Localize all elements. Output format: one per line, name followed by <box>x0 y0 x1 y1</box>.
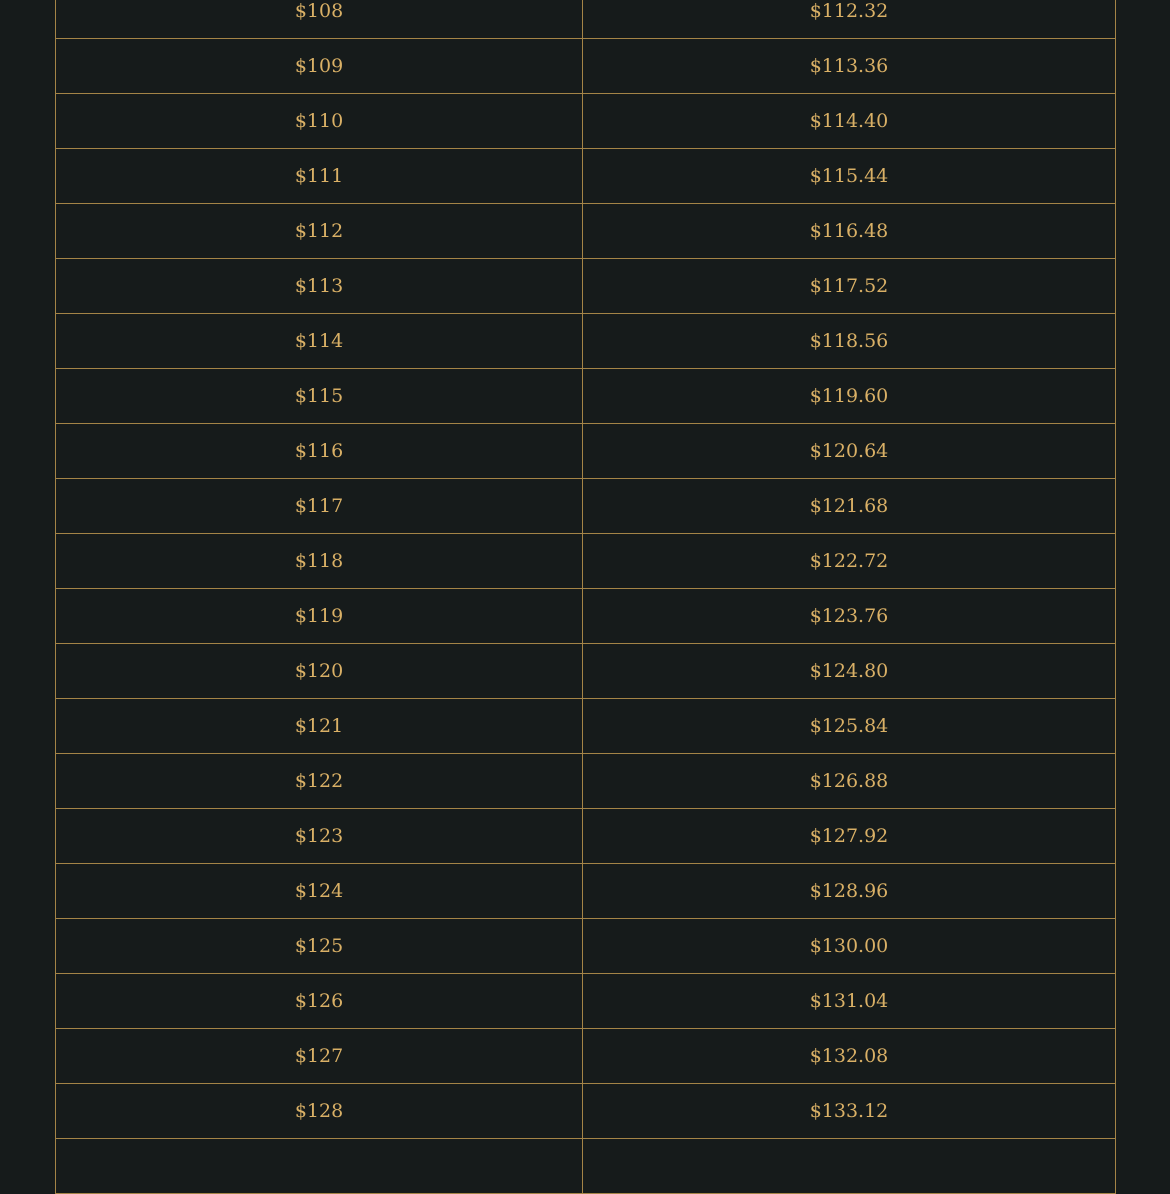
table-cell-base-price <box>56 1139 583 1194</box>
table-cell-total-price: $131.04 <box>583 974 1116 1029</box>
table-cell-base-price: $116 <box>56 424 583 479</box>
table-cell-total-price: $122.72 <box>583 534 1116 589</box>
table-row <box>56 424 1116 479</box>
table-cell-base-price: $110 <box>56 94 583 149</box>
table-row <box>56 259 1116 314</box>
table-cell-base-price: $108 <box>56 0 583 39</box>
table-cell-base-price: $111 <box>56 149 583 204</box>
table-row <box>56 534 1116 589</box>
table-row <box>56 974 1116 1029</box>
table-cell-total-price: $113.36 <box>583 39 1116 94</box>
table-row <box>56 699 1116 754</box>
table-cell-total-price: $124.80 <box>583 644 1116 699</box>
table-row <box>56 0 1116 39</box>
table-cell-base-price: $128 <box>56 1084 583 1139</box>
table-row <box>56 1084 1116 1139</box>
table-row <box>56 479 1116 534</box>
table-cell-total-price: $133.12 <box>583 1084 1116 1139</box>
table-row <box>56 589 1116 644</box>
table-cell-base-price: $126 <box>56 974 583 1029</box>
table-cell-base-price: $113 <box>56 259 583 314</box>
table-cell-total-price: $123.76 <box>583 589 1116 644</box>
table-row <box>56 754 1116 809</box>
table-cell-total-price: $130.00 <box>583 919 1116 974</box>
table-row <box>56 149 1116 204</box>
price-table-container <box>55 0 1115 1194</box>
table-cell-base-price: $120 <box>56 644 583 699</box>
price-table <box>55 0 1116 1194</box>
table-cell-base-price: $122 <box>56 754 583 809</box>
table-cell-base-price: $115 <box>56 369 583 424</box>
table-row <box>56 94 1116 149</box>
table-cell-total-price: $114.40 <box>583 94 1116 149</box>
price-table-body <box>56 0 1116 1194</box>
table-row <box>56 864 1116 919</box>
table-cell-total-price: $132.08 <box>583 1029 1116 1084</box>
table-cell-base-price: $123 <box>56 809 583 864</box>
table-row <box>56 39 1116 94</box>
table-cell-total-price: $121.68 <box>583 479 1116 534</box>
table-cell-base-price: $112 <box>56 204 583 259</box>
table-cell-total-price <box>583 1139 1116 1194</box>
table-row-partial <box>56 1139 1116 1194</box>
table-cell-base-price: $127 <box>56 1029 583 1084</box>
table-cell-total-price: $112.32 <box>583 0 1116 39</box>
table-row <box>56 314 1116 369</box>
table-cell-base-price: $109 <box>56 39 583 94</box>
table-cell-total-price: $126.88 <box>583 754 1116 809</box>
table-cell-total-price: $128.96 <box>583 864 1116 919</box>
table-cell-base-price: $125 <box>56 919 583 974</box>
table-cell-base-price: $121 <box>56 699 583 754</box>
table-cell-total-price: $117.52 <box>583 259 1116 314</box>
table-row <box>56 919 1116 974</box>
table-cell-total-price: $127.92 <box>583 809 1116 864</box>
table-row <box>56 809 1116 864</box>
table-row <box>56 204 1116 259</box>
table-cell-total-price: $115.44 <box>583 149 1116 204</box>
table-cell-total-price: $120.64 <box>583 424 1116 479</box>
table-cell-total-price: $125.84 <box>583 699 1116 754</box>
table-cell-total-price: $116.48 <box>583 204 1116 259</box>
table-cell-base-price: $117 <box>56 479 583 534</box>
table-cell-total-price: $118.56 <box>583 314 1116 369</box>
table-row <box>56 644 1116 699</box>
table-cell-base-price: $118 <box>56 534 583 589</box>
table-row <box>56 1029 1116 1084</box>
table-cell-total-price: $119.60 <box>583 369 1116 424</box>
table-cell-base-price: $124 <box>56 864 583 919</box>
table-cell-base-price: $119 <box>56 589 583 644</box>
table-cell-base-price: $114 <box>56 314 583 369</box>
table-row <box>56 369 1116 424</box>
